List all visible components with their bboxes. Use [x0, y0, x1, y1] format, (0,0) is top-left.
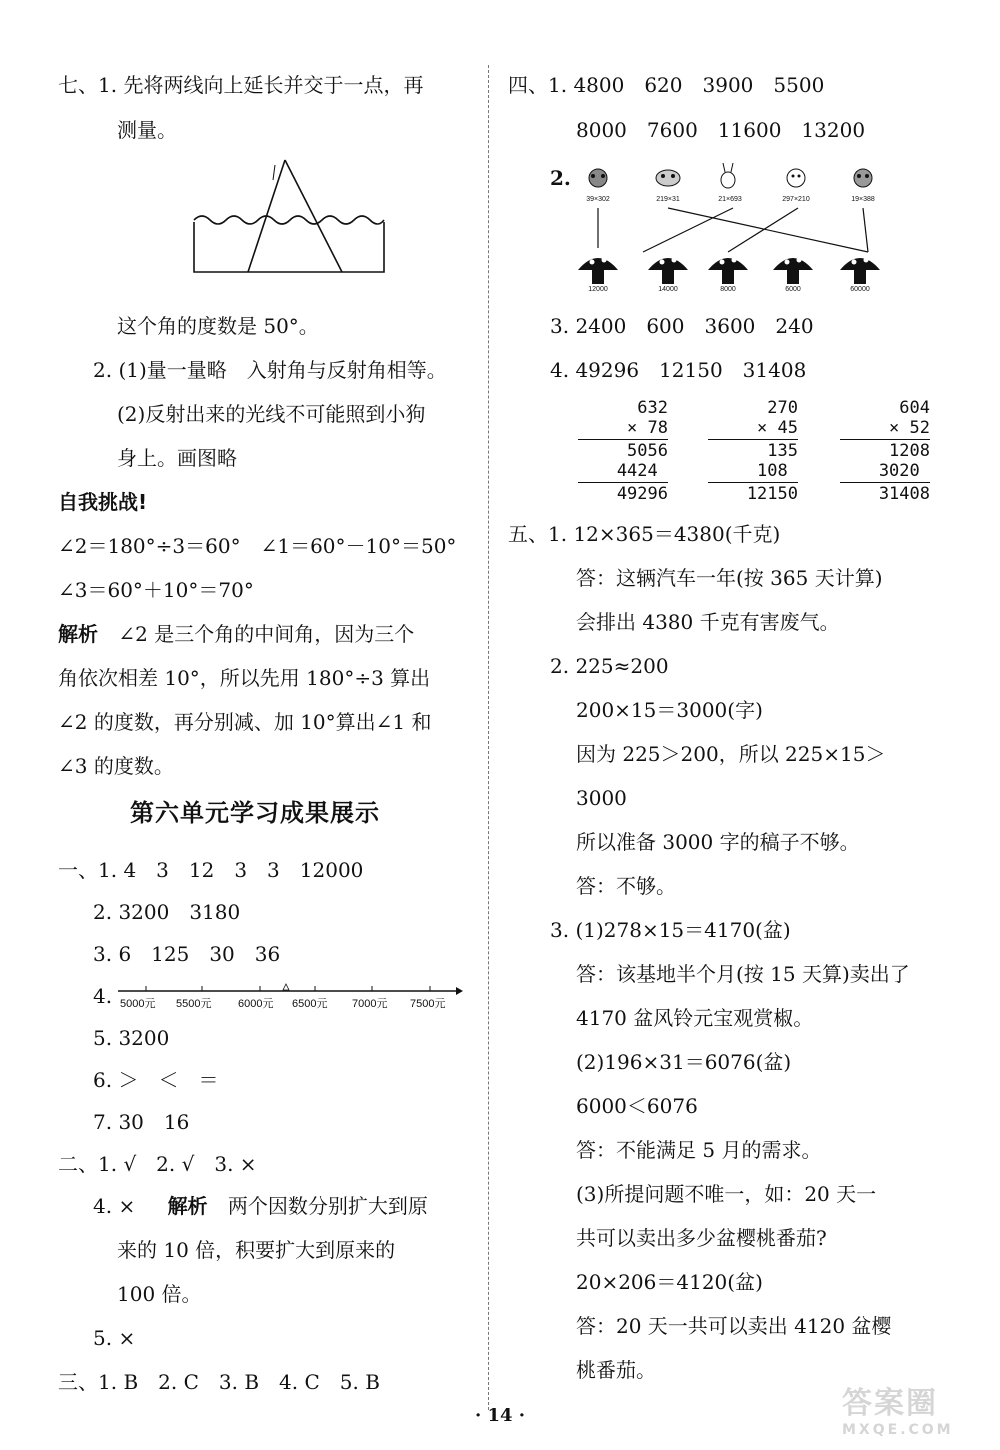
multiplication-2: 270 × 45 135 108 12150 — [708, 398, 798, 504]
q5-3-line-k: 桃番茄。 — [576, 1358, 656, 1382]
q5-3-line-d: (2)196×31＝6076(盆) — [576, 1050, 792, 1074]
s2-item-5: 5. × — [93, 1326, 136, 1350]
mushroom-label-1: 12000 — [588, 286, 608, 293]
q5-3-line-e: 6000＜6076 — [576, 1094, 698, 1118]
mushroom-label-4: 6000 — [785, 286, 801, 293]
animal-label-2: 219×31 — [656, 196, 680, 203]
s1-item-6: 6. ＞ ＜ ＝ — [93, 1068, 219, 1092]
q5-1-line-a: 五、1. 12×365＝4380(千克) — [508, 522, 781, 546]
analysis-line-4: ∠3 的度数。 — [58, 754, 174, 778]
mushroom-label-2: 14000 — [658, 286, 678, 293]
analysis-line-2: 角依次相差 10°，所以先用 180°÷3 算出 — [58, 666, 431, 690]
q5-1-line-b: 答：这辆汽车一年(按 365 天计算) — [576, 566, 883, 590]
watermark-logo: 答案圈 MXQE.COM — [842, 1386, 954, 1438]
matching-diagram — [568, 160, 968, 300]
angle-figure — [180, 150, 390, 280]
challenge-title: 自我挑战! — [58, 490, 148, 514]
numberline-label-6500: 6500元 — [292, 998, 328, 1010]
challenge-line-2: ∠3＝60°＋10°＝70° — [58, 578, 254, 602]
s2-analysis-label: 解析 — [167, 1194, 208, 1218]
q5-2-line-f: 答：不够。 — [576, 874, 676, 898]
q5-3-line-f: 答：不能满足 5 月的需求。 — [576, 1138, 822, 1162]
q5-2-line-b: 200×15＝3000(字) — [576, 698, 763, 722]
q5-2-line-c: 因为 225＞200，所以 225×15＞ — [576, 742, 886, 766]
q4-1-line-a: 四、1. 4800 620 3900 5500 — [508, 73, 825, 97]
s1-item-3: 3. 6 125 30 36 — [93, 942, 281, 966]
analysis-line-1: 解析 ∠2 是三个角的中间角，因为三个 — [58, 622, 415, 646]
q5-1-line-c: 会排出 4380 千克有害废气。 — [576, 610, 840, 634]
s2-item-4-line-b: 来的 10 倍，积要扩大到原来的 — [117, 1238, 396, 1262]
number-line — [118, 982, 463, 1012]
q7-1-answer: 这个角的度数是 50°。 — [117, 314, 319, 338]
multiplication-3: 604 × 52 1208 3020 31408 — [840, 398, 930, 504]
section-title: 第六单元学习成果展示 — [130, 799, 380, 827]
q5-3-line-g: (3)所提问题不唯一，如：20 天一 — [576, 1182, 877, 1206]
numberline-label-5500: 5500元 — [176, 998, 212, 1010]
column-divider — [488, 65, 489, 1410]
s2-item-4-line-c: 100 倍。 — [117, 1282, 202, 1306]
multiplication-1: 632 × 78 5056 4424 49296 — [578, 398, 668, 504]
numberline-label-7000: 7000元 — [352, 998, 388, 1010]
q7-2-line-b: (2)反射出来的光线不可能照到小狗 — [117, 402, 426, 426]
s1-item-2: 2. 3200 3180 — [93, 900, 241, 924]
animal-label-3: 21×693 — [718, 196, 742, 203]
s1-item-5: 5. 3200 — [93, 1026, 170, 1050]
q5-3-line-h: 共可以卖出多少盆樱桃番茄? — [576, 1226, 827, 1250]
q7-2-line-a: 2. (1)量一量略 入射角与反射角相等。 — [93, 358, 447, 382]
page-number: · 14 · — [474, 1405, 526, 1426]
q5-3-line-c: 4170 盆风铃元宝观赏椒。 — [576, 1006, 814, 1030]
s2-item-4-line-a: 4. × 解析 两个因数分别扩大到原 — [93, 1194, 428, 1218]
challenge-line-1: ∠2＝180°÷3＝60° ∠1＝60°－10°＝50° — [58, 534, 457, 558]
s1-item-1: 一、1. 4 3 12 3 3 12000 — [58, 858, 364, 882]
q5-3-line-b: 答：该基地半个月(按 15 天算)卖出了 — [576, 962, 910, 986]
q7-2-line-c: 身上。画图略 — [117, 446, 237, 470]
q5-3-line-i: 20×206＝4120(盆) — [576, 1270, 763, 1294]
s2-items-1-3: 二、1. √ 2. √ 3. × — [58, 1152, 257, 1176]
q4-4: 4. 49296 12150 31408 — [550, 358, 807, 382]
q4-3: 3. 2400 600 3600 240 — [550, 314, 814, 338]
animal-icons — [589, 163, 872, 188]
animal-label-4: 297×210 — [782, 196, 810, 203]
animal-label-5: 19×388 — [851, 196, 875, 203]
q5-2-line-d: 3000 — [576, 786, 627, 810]
q4-2-number: 2. — [550, 166, 571, 190]
mushroom-label-5: 60000 — [850, 286, 870, 293]
q5-2-line-e: 所以准备 3000 字的稿子不够。 — [576, 830, 860, 854]
q5-3-line-j: 答：20 天一共可以卖出 4120 盆樱 — [576, 1314, 892, 1338]
q5-2-line-a: 2. 225≈200 — [550, 654, 669, 678]
numberline-label-7500: 7500元 — [410, 998, 446, 1010]
s1-item-4-number: 4. — [93, 984, 113, 1008]
q4-1-line-b: 8000 7600 11600 13200 — [576, 118, 866, 142]
s3-items: 三、1. B 2. C 3. B 4. C 5. B — [58, 1370, 380, 1394]
analysis-line-3: ∠2 的度数，再分别减、加 10°算出∠1 和 — [58, 710, 432, 734]
q5-3-line-a: 3. (1)278×15＝4170(盆) — [550, 918, 791, 942]
q7-1-line-a: 七、1. 先将两线向上延长并交于一点，再 — [58, 73, 424, 97]
numberline-label-5000: 5000元 — [120, 998, 156, 1010]
numberline-label-6000: 6000元 — [238, 998, 274, 1010]
s1-item-7: 7. 30 16 — [93, 1110, 190, 1134]
animal-label-1: 39×302 — [586, 196, 610, 203]
mushroom-label-3: 8000 — [720, 286, 736, 293]
analysis-label: 解析 — [58, 622, 98, 646]
q7-1-line-b: 测量。 — [117, 118, 177, 142]
